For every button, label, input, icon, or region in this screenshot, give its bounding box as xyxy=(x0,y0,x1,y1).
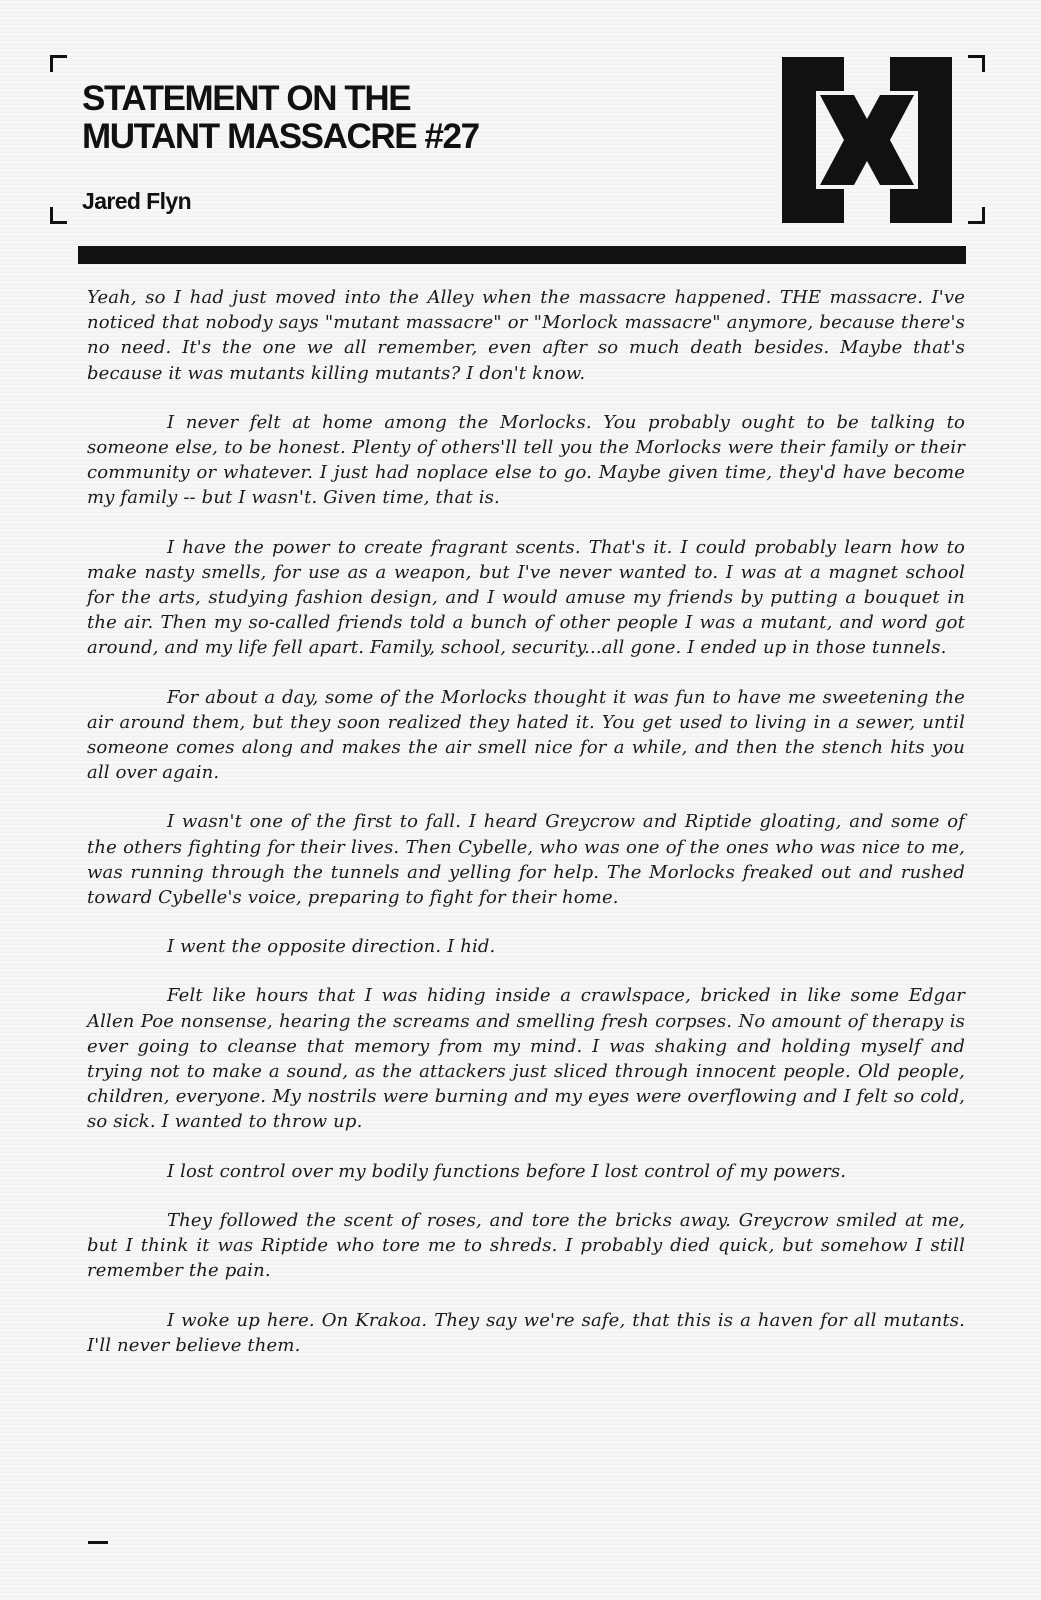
paragraph-10: I woke up here. On Krakoa. They say we're safe, that this is a haven for all mutants. I'll never believe them. xyxy=(87,1309,965,1356)
end-mark xyxy=(88,1541,108,1544)
paragraph-6: I went the opposite direction. I hid. xyxy=(167,936,496,958)
paragraph-2: I never felt at home among the Morlocks. You probably ought to be talking to someone else, to be honest. Plenty of others'll tell you the Morlocks were their family or their community or whatever. I just had noplace else to go. Maybe given time, they'd have become my family -- but I wasn't. Given time, that is. xyxy=(87,411,965,509)
paragraph-9: They followed the scent of roses, and tore the bricks away. Greycrow smiled at me, but I think it was Riptide who tore me to shreds. I probably died quick, but somehow I still remember the pain. xyxy=(87,1209,965,1282)
frame-corner-bottom-right xyxy=(968,207,985,224)
paragraph-5: I wasn't one of the first to fall. I heard Greycrow and Riptide gloating, and some of the others fighting for their lives. Then Cybelle, who was one of the ones who was nice to me, was running through the tunnels and yelling for help. The Morlocks freaked out and rushed toward Cybelle's voice, preparing to fight for their home. xyxy=(87,811,965,909)
frame-corner-top-left xyxy=(50,55,67,72)
frame-corner-bottom-left xyxy=(50,207,67,224)
page-title xyxy=(82,80,479,156)
title-line-1: STATEMENT ON THE xyxy=(82,79,411,118)
frame-corner-top-right xyxy=(968,55,985,72)
paragraph-3: I have the power to create fragrant scents. That's it. I could probably learn how to make nasty smells, for use as a weapon, but I've never wanted to. I was at a magnet school for the arts, studying fashion design, and I would amuse my friends by putting a bouquet in the air. Then my so-called friends told a bunch of other people I was a mutant, and word got around, and my life fell apart. Family, school, security...all gone. I ended up in those tunnels. xyxy=(87,536,965,659)
header-divider xyxy=(78,246,966,264)
paragraph-8: I lost control over my bodily functions before I lost control of my powers. xyxy=(167,1160,847,1182)
title-line-2: MUTANT MASSACRE #27 xyxy=(82,117,479,156)
statement-body xyxy=(87,285,965,1382)
paragraph-1: Yeah, so I had just moved into the Alley when the massacre happened. THE massacre. I've noticed that nobody says "mutant massacre" or "Morlock massacre" anymore, because there's no need. It's the one we all remember, even after so much death besides. Maybe that's because it was mutants killing mutants? I don't know. xyxy=(87,287,965,384)
author-name: Jared Flyn xyxy=(82,188,192,214)
paragraph-4: For about a day, some of the Morlocks thought it was fun to have me sweetening the air around them, but they soon realized they hated it. You get used to living in a sewer, until someone comes along and makes the air smell nice for a while, and then the stench hits you all over again. xyxy=(87,686,965,784)
paragraph-7: Felt like hours that I was hiding inside a crawlspace, bricked in like some Edgar Allen Poe nonsense, hearing the screams and smelling fresh corpses. No amount of therapy is ever going to cleanse that memory from my mind. I was shaking and holding myself and trying not to make a sound, as the attackers just sliced through innocent people. Old people, children, everyone. My nostrils were burning and my eyes were overflowing and I felt so cold, so sick. I wanted to throw up. xyxy=(87,985,965,1133)
x-logo-icon xyxy=(782,57,952,223)
